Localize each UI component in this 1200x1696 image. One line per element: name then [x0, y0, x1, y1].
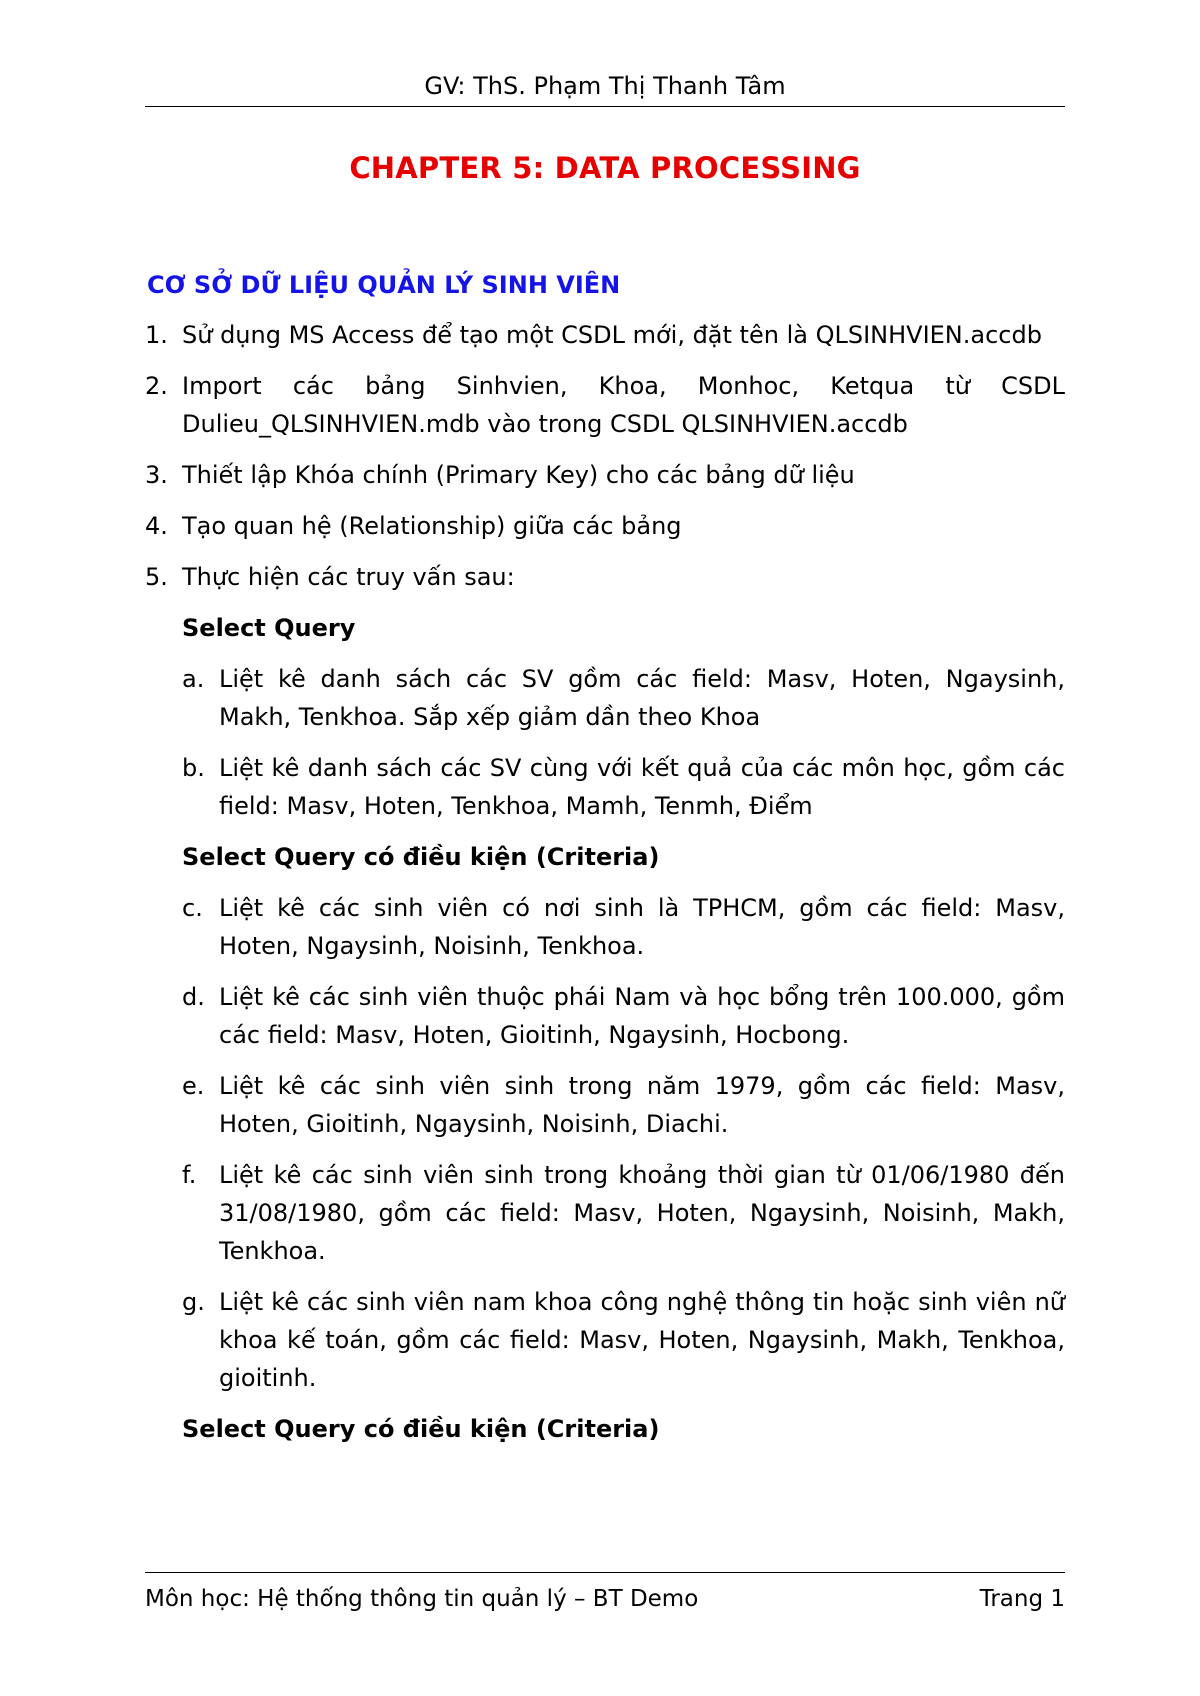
list-number: 2.	[145, 372, 168, 400]
sub-list-item	[145, 749, 1065, 825]
sub-list-letter: c.	[182, 894, 203, 922]
sub-list-letter: f.	[182, 1161, 197, 1189]
list-text: Thiết lập Khóa chính (Primary Key) cho các bảng dữ liệu	[182, 461, 855, 489]
sub-list-text: Liệt kê các sinh viên nam khoa công nghệ thông tin hoặc sinh viên nữ khoa kế toán, gồm các field: Masv, Hoten, Ngaysinh, Makh, Tenkhoa, gioitinh.	[219, 1288, 1065, 1392]
page-number: Trang 1	[979, 1586, 1065, 1612]
list-number: 1.	[145, 321, 168, 349]
list-item	[145, 367, 1065, 443]
document-body	[145, 316, 1065, 1461]
list-number: 3.	[145, 461, 168, 489]
sub-list-item	[145, 1283, 1065, 1397]
footer-course: Môn học: Hệ thống thông tin quản lý – BT Demo	[145, 1586, 699, 1612]
list-item	[145, 558, 1065, 596]
subsection-heading: Select Query có điều kiện (Criteria)	[182, 843, 660, 871]
sub-list-item	[145, 660, 1065, 736]
subsection-heading: Select Query có điều kiện (Criteria)	[182, 1415, 660, 1443]
list-text: Thực hiện các truy vấn sau:	[182, 563, 515, 591]
list-text: Sử dụng MS Access để tạo một CSDL mới, đặt tên là QLSINHVIEN.accdb	[182, 321, 1042, 349]
list-number: 5.	[145, 563, 168, 591]
list-text: Import các bảng Sinhvien, Khoa, Monhoc, Ketqua từ CSDL Dulieu_QLSINHVIEN.mdb vào trong CSDL QLSINHVIEN.accdb	[182, 372, 1065, 438]
list-text: Tạo quan hệ (Relationship) giữa các bảng	[182, 512, 682, 540]
page-header: GV: ThS. Phạm Thị Thanh Tâm	[424, 72, 786, 100]
header-divider	[145, 106, 1065, 107]
sub-list-text: Liệt kê các sinh viên có nơi sinh là TPHCM, gồm các field: Masv, Hoten, Ngaysinh, Noisinh, Tenkhoa.	[219, 894, 1065, 960]
list-item	[145, 456, 1065, 494]
sub-list-letter: e.	[182, 1072, 205, 1100]
section-heading: CƠ SỞ DỮ LIỆU QUẢN LÝ SINH VIÊN	[147, 271, 621, 299]
footer-divider	[145, 1572, 1065, 1573]
sub-list-text: Liệt kê các sinh viên sinh trong năm 1979, gồm các field: Masv, Hoten, Gioitinh, Ngaysinh, Noisinh, Diachi.	[219, 1072, 1065, 1138]
list-item	[145, 507, 1065, 545]
sub-list-letter: g.	[182, 1288, 205, 1316]
sub-list-item	[145, 978, 1065, 1054]
sub-list-letter: d.	[182, 983, 205, 1011]
sub-list-text: Liệt kê danh sách các SV cùng với kết quả của các môn học, gồm các field: Masv, Hoten, Tenkhoa, Mamh, Tenmh, Điểm	[219, 754, 1065, 820]
sub-list-letter: a.	[182, 665, 205, 693]
list-item	[145, 316, 1065, 354]
list-number: 4.	[145, 512, 168, 540]
chapter-title: CHAPTER 5: DATA PROCESSING	[349, 151, 861, 185]
sub-list-text: Liệt kê các sinh viên thuộc phái Nam và học bổng trên 100.000, gồm các field: Masv, Hoten, Gioitinh, Ngaysinh, Hocbong.	[219, 983, 1065, 1049]
sub-list-letter: b.	[182, 754, 205, 782]
sub-list-item	[145, 889, 1065, 965]
sub-list-item	[145, 1067, 1065, 1143]
subsection-heading: Select Query	[182, 614, 356, 642]
sub-list-text: Liệt kê các sinh viên sinh trong khoảng thời gian từ 01/06/1980 đến 31/08/1980, gồm các field: Masv, Hoten, Ngaysinh, Noisinh, Makh, Tenkhoa.	[219, 1161, 1065, 1265]
sub-list-text: Liệt kê danh sách các SV gồm các field: Masv, Hoten, Ngaysinh, Makh, Tenkhoa. Sắp xếp giảm dần theo Khoa	[219, 665, 1065, 731]
sub-list-item	[145, 1156, 1065, 1270]
